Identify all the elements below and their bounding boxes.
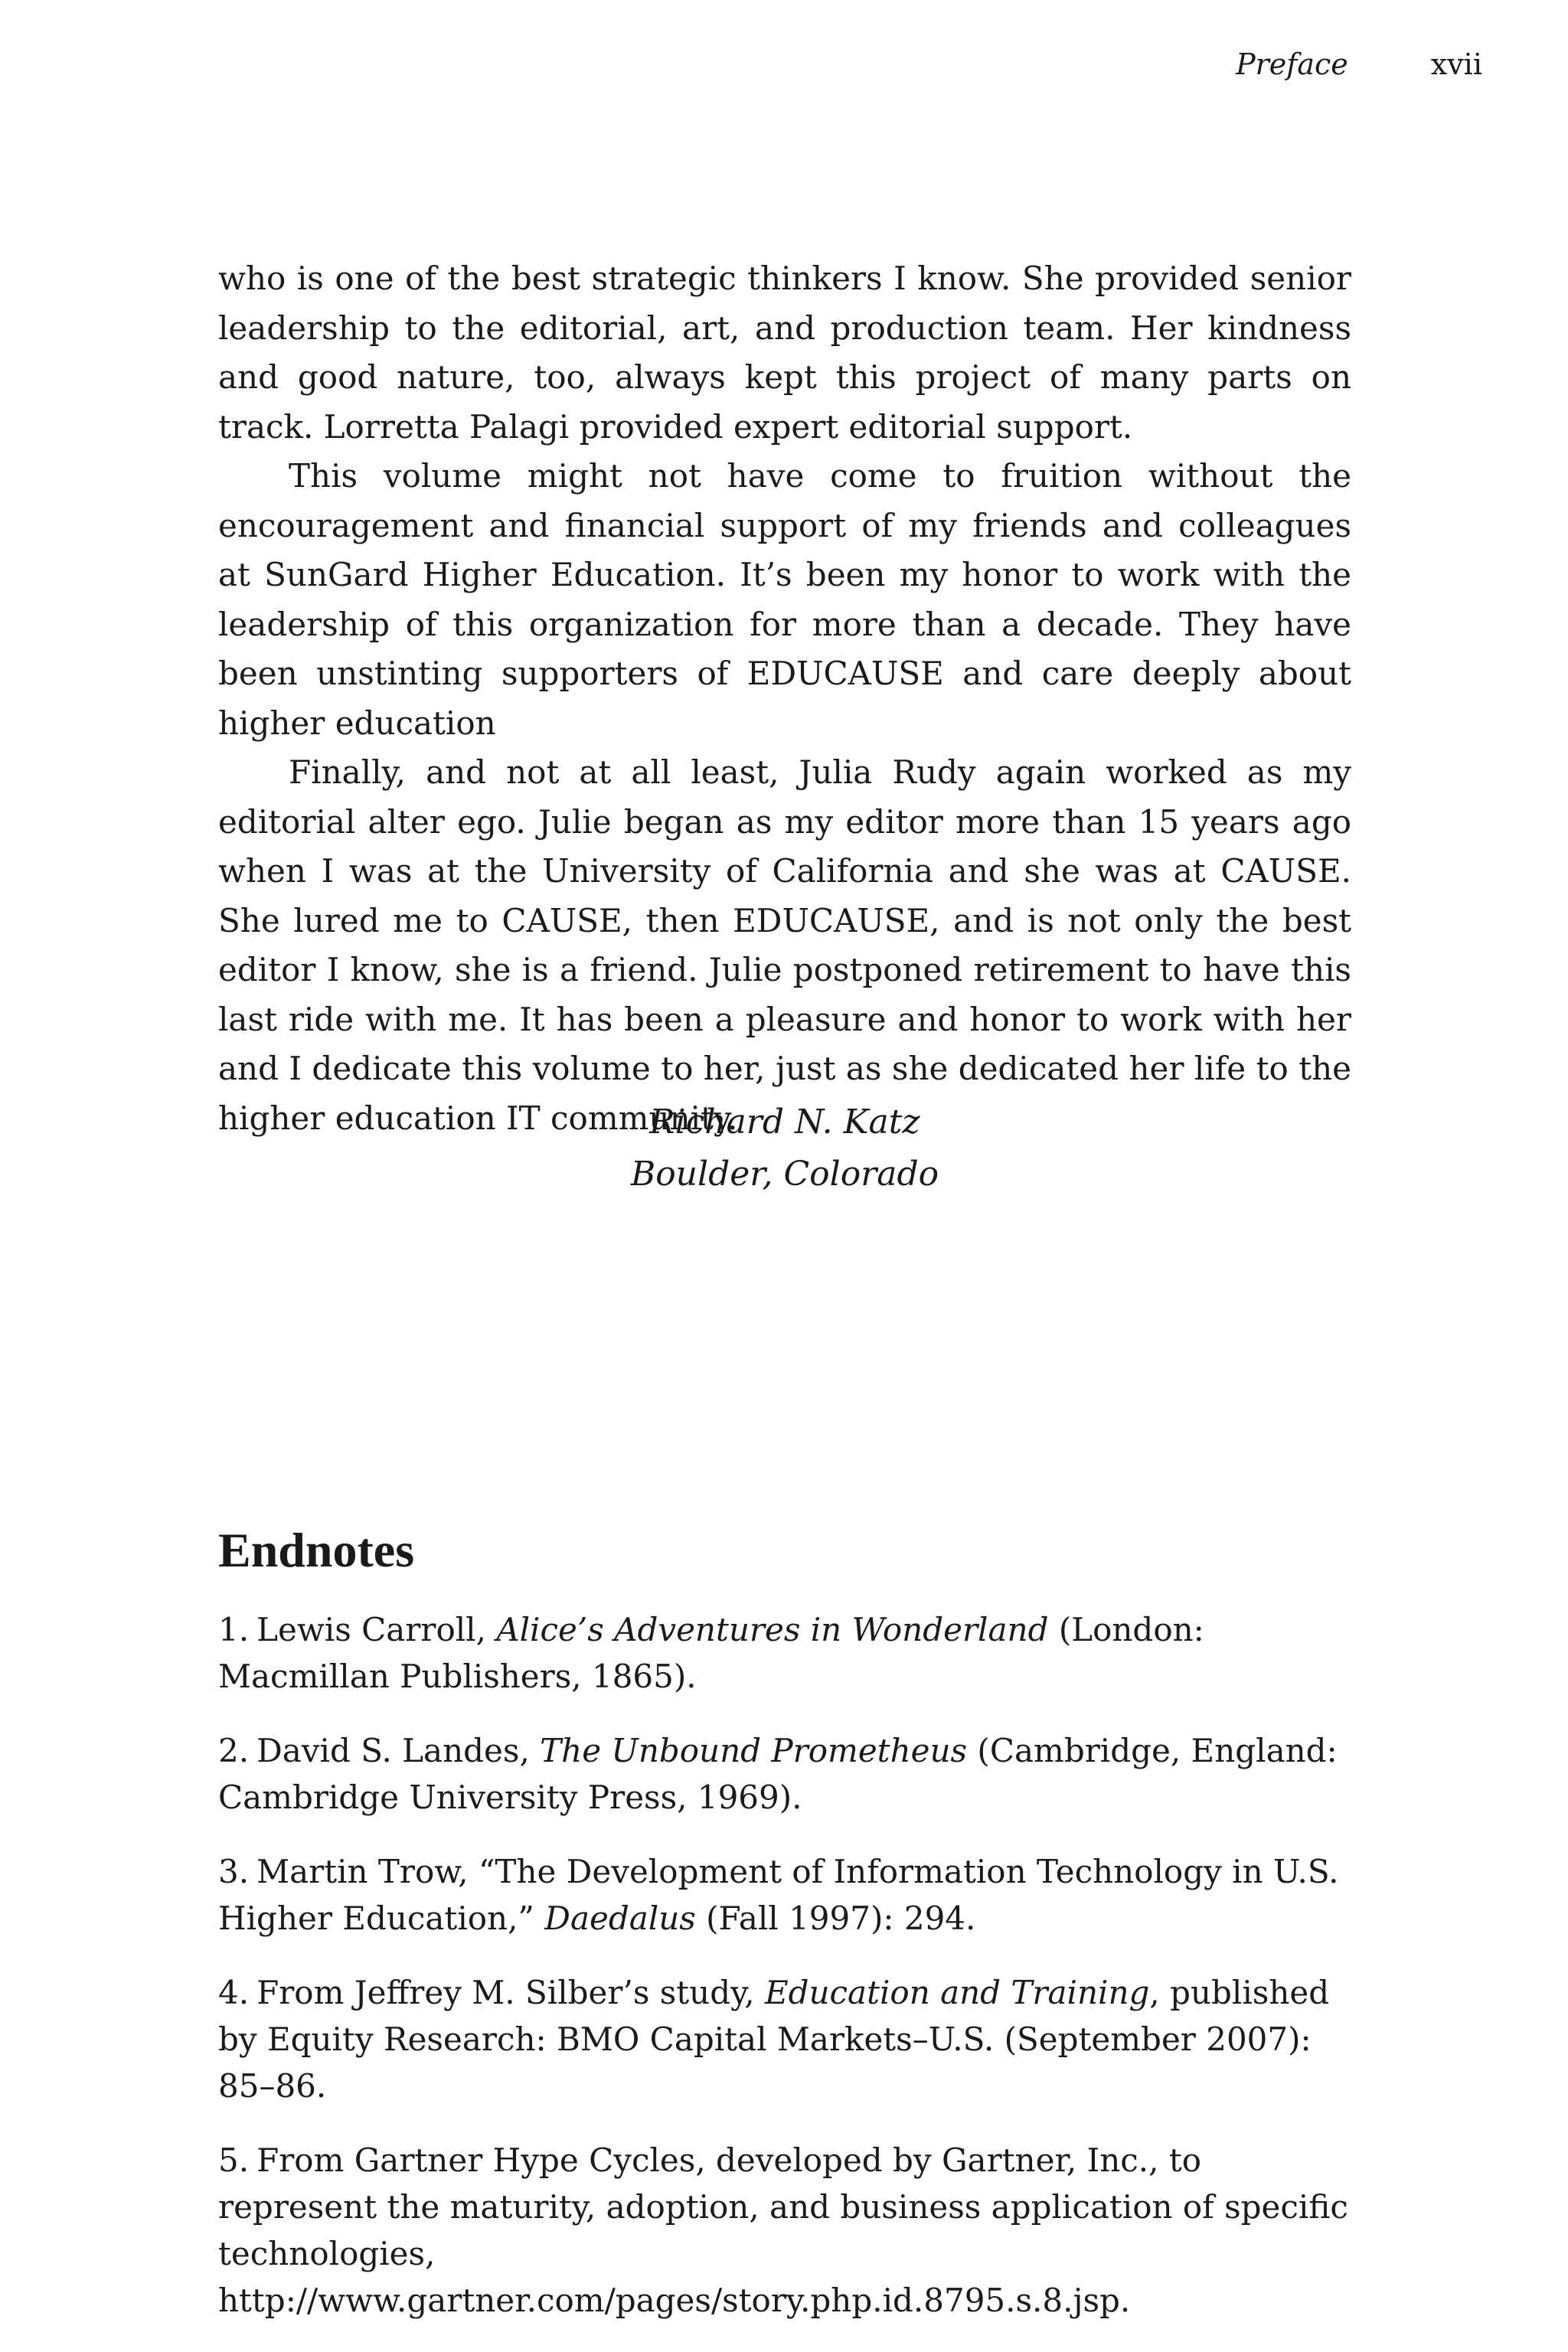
endnote-text: , published by Equity Research: BMO Capital Markets–U.S. (September 2007): 85–86. — [218, 1974, 1330, 2105]
body-text — [218, 254, 1351, 1143]
endnote-number: 1. — [218, 1611, 250, 1648]
endnote-title: Alice’s Adventures in Wonderland — [496, 1611, 1049, 1648]
signature-block — [218, 1096, 1351, 1200]
endnote-number: 3. — [218, 1853, 250, 1890]
endnote-title: Education and Training — [764, 1974, 1150, 2011]
running-head — [1236, 47, 1482, 93]
endnote-item — [218, 1969, 1351, 2109]
endnote-text: David S. Landes, — [256, 1732, 541, 1769]
endnote-text: Martin Trow, “The Development of Information Technology in U.S. Higher Education,” — [218, 1853, 1339, 1937]
endnote-number: 5. — [218, 2141, 250, 2179]
body-paragraph: who is one of the best strategic thinkers I know. She provided senior leadership to the editorial, art, and production team. Her kindness and good nature, too, always kept this project of many parts on track. Lorretta Palagi provided expert editorial support. — [218, 260, 1351, 446]
endnote-item — [218, 1727, 1351, 1821]
body-paragraph: This volume might not have come to fruition without the encouragement and financial support of my friends and colleagues at SunGard Higher Education. It’s been my honor to work with the leadership of this organization for more than a decade. They have been unstinting supporters of EDUCAUSE and care deeply about higher education — [218, 457, 1351, 742]
endnote-text: From Jeffrey M. Silber’s study, — [256, 1974, 765, 2011]
signature-location: Boulder, Colorado — [630, 1155, 939, 1194]
running-head-section: Preface — [1236, 47, 1348, 81]
endnotes-heading: Endnotes — [218, 1523, 415, 1577]
body-paragraph: Finally, and not at all least, Julia Rudy again worked as my editorial alter ego. Julie began as my editor more than 15 years ago when I was at the University of California and she was at CAUSE. She lured me to CAUSE, then EDUCAUSE, and is not only the best editor I know, she is a friend. Julie postponed retirement to have this last ride with me. It has been a pleasure and honor to work with her and I dedicate this volume to her, just as she dedicated her life to the higher education IT community. — [218, 753, 1351, 1137]
endnote-text: Lewis Carroll, — [256, 1611, 497, 1648]
endnote-number: 4. — [218, 1974, 250, 2011]
endnote-item — [218, 2137, 1351, 2324]
endnote-text: (Cambridge, England: Cambridge University Press, 1969). — [218, 1732, 1338, 1816]
endnote-number: 2. — [218, 1732, 250, 1769]
page-number: xvii — [1430, 47, 1482, 81]
endnote-text: (London: Macmillan Publishers, 1865). — [218, 1611, 1204, 1695]
endnote-text: (Fall 1997): 294. — [695, 1900, 976, 1937]
endnote-title: The Unbound Prometheus — [540, 1732, 968, 1769]
endnotes-list — [218, 1606, 1351, 2351]
endnote-item — [218, 1848, 1351, 1942]
signature-name: Richard N. Katz — [649, 1102, 920, 1142]
endnote-title: Daedalus — [544, 1900, 696, 1937]
endnote-item — [218, 1606, 1351, 1700]
endnote-text: From Gartner Hype Cycles, developed by Gartner, Inc., to represent the maturity, adoption, and business application of specific technologies, http://www.gartner.com/pages/story.php.id.8795.s.8.jsp. — [218, 2141, 1348, 2319]
